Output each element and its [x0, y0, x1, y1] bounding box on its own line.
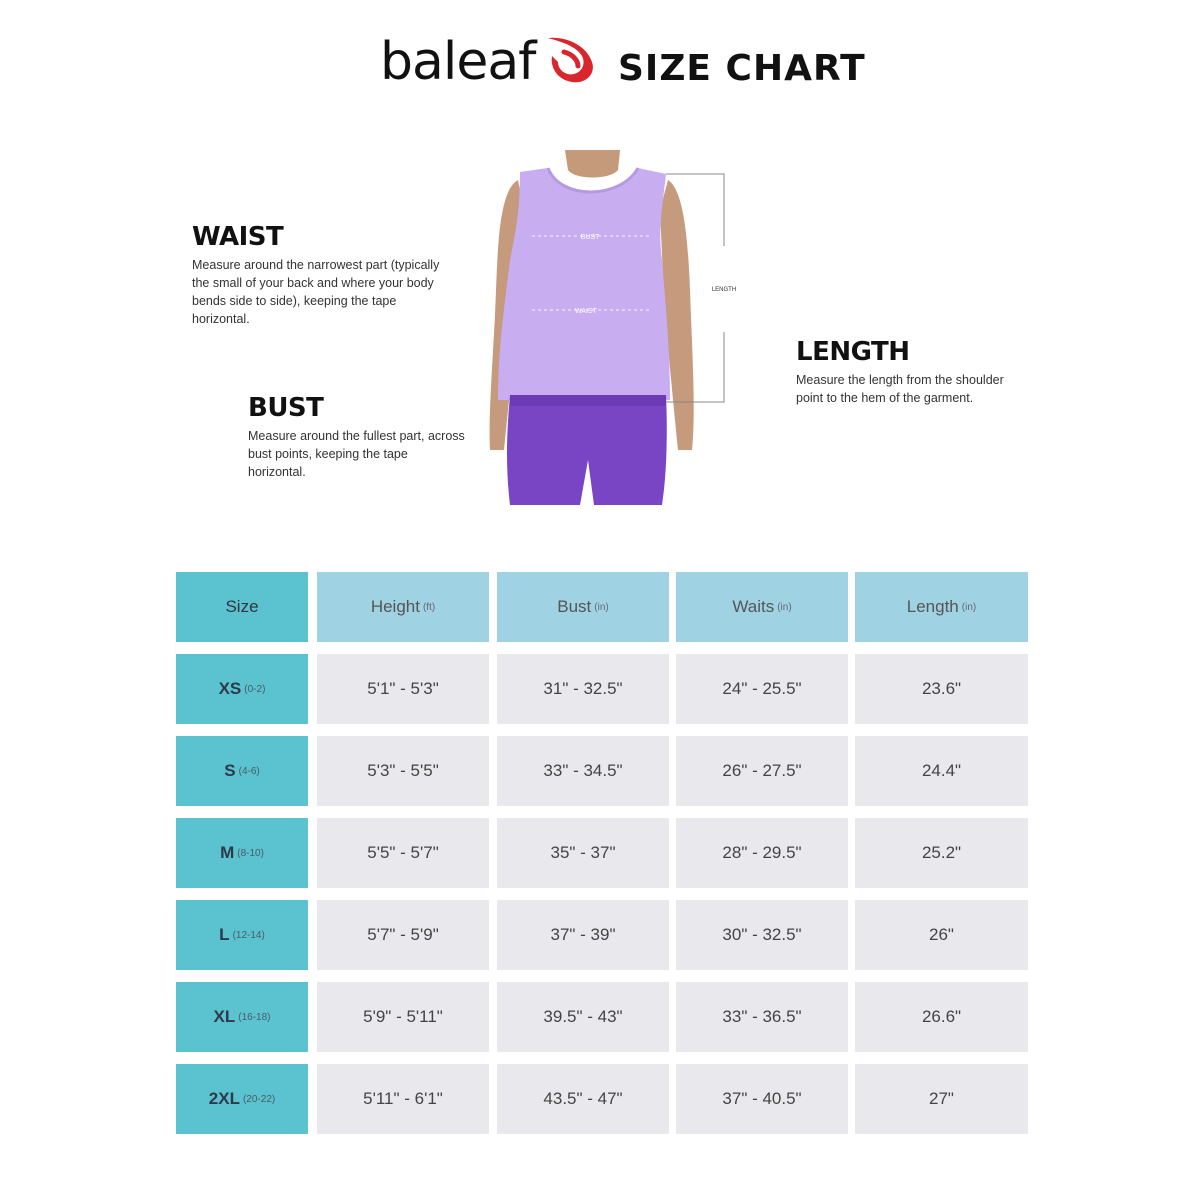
- size-cell: S (4-6): [176, 736, 308, 806]
- height-cell: 5'3" - 5'5": [317, 736, 489, 806]
- length-cell: 27": [855, 1064, 1028, 1134]
- bust-tag: BUST: [580, 234, 600, 241]
- waist-description: Measure around the narrowest part (typically the small of your back and where your body bends side to side), keeping the tape horizontal.: [192, 258, 440, 326]
- height-cell: 5'1" - 5'3": [317, 654, 489, 724]
- table-row: [176, 900, 1028, 970]
- header-height: Height (ft): [317, 572, 489, 642]
- page-title: SIZE CHART: [618, 48, 866, 89]
- bust-cell: 37" - 39": [497, 900, 669, 970]
- header-waist: Waits (in): [676, 572, 848, 642]
- waist-cell: 28" - 29.5": [676, 818, 848, 888]
- bust-cell: 33" - 34.5": [497, 736, 669, 806]
- length-cell: 25.2": [855, 818, 1028, 888]
- waist-cell: 33" - 36.5": [676, 982, 848, 1052]
- length-heading: LENGTH: [796, 337, 910, 367]
- length-cell: 24.4": [855, 736, 1028, 806]
- waist-tag: WAIST: [575, 308, 597, 315]
- header-length: Length (in): [855, 572, 1028, 642]
- size-cell: XL (16-18): [176, 982, 308, 1052]
- length-tag: LENGTH: [711, 287, 737, 293]
- table-row: [176, 1064, 1028, 1134]
- waist-cell: 37" - 40.5": [676, 1064, 848, 1134]
- height-cell: 5'9" - 5'11": [317, 982, 489, 1052]
- bust-cell: 35" - 37": [497, 818, 669, 888]
- length-cell: 26": [855, 900, 1028, 970]
- size-cell: L (12-14): [176, 900, 308, 970]
- bust-cell: 31" - 32.5": [497, 654, 669, 724]
- model-figure-illustration: [470, 150, 740, 530]
- height-cell: 5'7" - 5'9": [317, 900, 489, 970]
- bust-description: Measure around the fullest part, across bust points, keeping the tape horizontal.: [248, 429, 465, 479]
- page-header: [0, 30, 1200, 100]
- waist-cell: 26" - 27.5": [676, 736, 848, 806]
- brand-name: baleaf: [380, 32, 536, 92]
- table-row: [176, 654, 1028, 724]
- height-cell: 5'11" - 6'1": [317, 1064, 489, 1134]
- table-header-row: [176, 572, 1028, 642]
- length-description: Measure the length from the shoulder point to the hem of the garment.: [796, 373, 1004, 405]
- size-cell: 2XL (20-22): [176, 1064, 308, 1134]
- table-row: [176, 982, 1028, 1052]
- waist-cell: 24" - 25.5": [676, 654, 848, 724]
- size-cell: M (8-10): [176, 818, 308, 888]
- header-bust: Bust (in): [497, 572, 669, 642]
- waist-note: [192, 222, 442, 328]
- leaf-logo-icon: [542, 34, 602, 86]
- table-row: [176, 736, 1028, 806]
- waist-heading: WAIST: [192, 222, 284, 252]
- waist-cell: 30" - 32.5": [676, 900, 848, 970]
- bust-heading: BUST: [248, 393, 324, 423]
- length-cell: 23.6": [855, 654, 1028, 724]
- table-row: [176, 818, 1028, 888]
- height-cell: 5'5" - 5'7": [317, 818, 489, 888]
- length-cell: 26.6": [855, 982, 1028, 1052]
- size-cell: XS (0-2): [176, 654, 308, 724]
- header-size: Size: [176, 572, 308, 642]
- bust-cell: 43.5" - 47": [497, 1064, 669, 1134]
- length-note: [796, 337, 1016, 407]
- bust-note: [248, 393, 468, 481]
- bust-cell: 39.5" - 43": [497, 982, 669, 1052]
